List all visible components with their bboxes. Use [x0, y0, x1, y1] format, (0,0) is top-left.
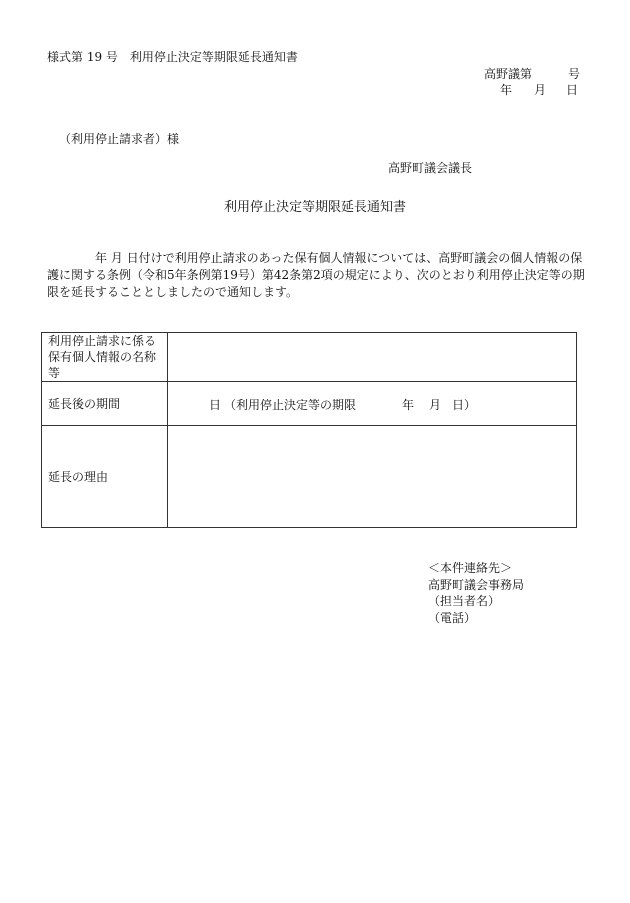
document-date — [500, 81, 578, 98]
info-name-value — [168, 333, 577, 382]
period-day: 日 — [209, 397, 222, 412]
addressee: （利用停止請求者）様 — [59, 132, 180, 146]
table-row — [42, 333, 577, 382]
document-number-prefix: 高野議第 — [484, 67, 533, 81]
document-number-suffix: 号 — [568, 67, 581, 81]
contact-person: （担当者名） — [428, 594, 501, 608]
reason-value — [168, 426, 577, 528]
info-table — [41, 332, 577, 528]
row-label-extended-period: 延長後の期間 — [42, 382, 168, 426]
row-label-reason: 延長の理由 — [42, 426, 168, 528]
extended-period-value — [168, 382, 577, 426]
row-label-info-name — [42, 333, 168, 382]
period-deadline-label: （利用停止決定等の期限 — [224, 397, 357, 412]
contact-phone: （電話） — [428, 610, 477, 625]
date-year: 年 — [500, 83, 513, 97]
document-number — [484, 65, 580, 82]
contact-heading: ＜本件連絡先＞ — [428, 561, 513, 575]
period-year: 年 — [402, 397, 415, 412]
table-row — [42, 426, 577, 528]
period-day-end: 日） — [452, 397, 477, 412]
date-month: 月 — [534, 83, 547, 97]
period-month: 月 — [429, 397, 442, 412]
label-line: 等 — [48, 366, 61, 380]
contact-block — [428, 560, 524, 626]
date-day: 日 — [566, 83, 579, 97]
form-number: 様式第 19 号 利用停止決定等期限延長通知書 — [47, 50, 298, 64]
body-paragraph: 年 月 日付けで利用停止請求のあった保有個人情報については、高野町議会の個人情報の保護に関する条例（令和5年条例第19号）第42条第2項の規定により、次のとおり利用停止決定等の期限を延長することとしましたので通知します。 — [47, 251, 585, 299]
sender: 高野町議会議長 — [388, 161, 473, 175]
table-row — [42, 382, 577, 426]
contact-office: 高野町議会事務局 — [428, 577, 525, 592]
document-title: 利用停止決定等期限延長通知書 — [223, 200, 406, 215]
label-line: 保有個人情報の名称 — [48, 350, 157, 364]
label-line: 利用停止請求に係る — [48, 334, 157, 348]
